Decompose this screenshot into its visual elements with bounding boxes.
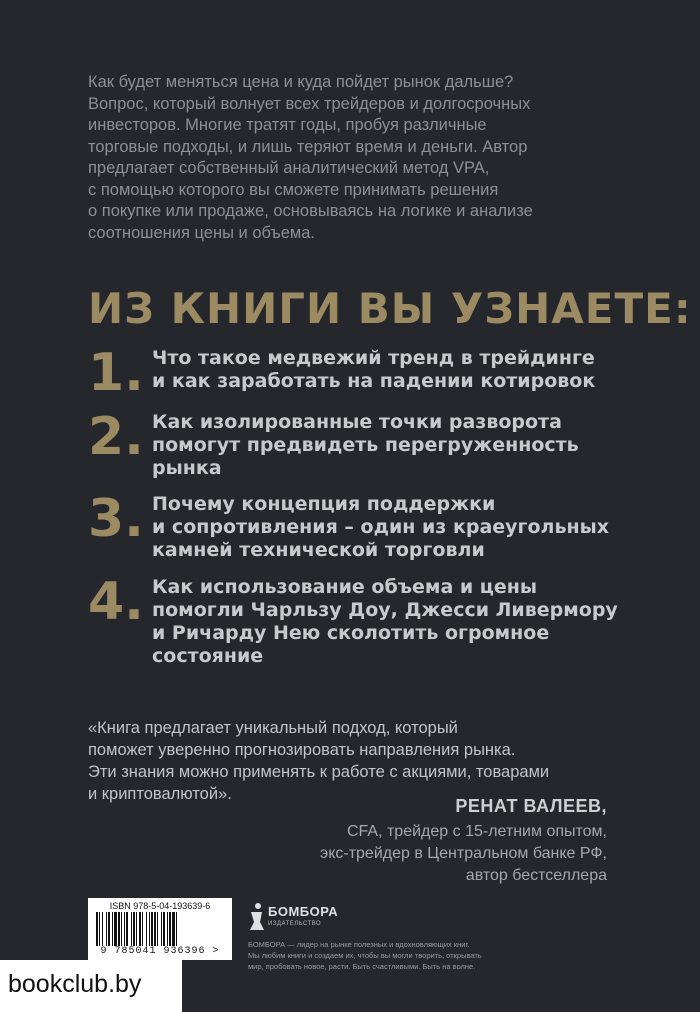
- publisher-description: [248, 939, 548, 972]
- learn-item-line: Как изолированные точки разворота: [152, 411, 562, 433]
- intro-line: предлагает собственный аналитический метод VPA,: [88, 159, 490, 177]
- learn-item-line: Почему концепция поддержки: [152, 493, 496, 515]
- learn-item-number: 4.: [88, 572, 144, 632]
- watermark-text: bookclub.by: [8, 970, 142, 998]
- intro-line: Вопрос, который волнует всех трейдеров и долгосрочных: [88, 94, 531, 113]
- intro-line: торговые подходы, и лишь теряют время и деньги. Автор: [88, 137, 528, 156]
- learn-item-line: камней технической торговли: [152, 539, 485, 561]
- publisher-subtitle: ИЗДАТЕЛЬСТВО: [268, 921, 322, 927]
- intro-paragraph: [88, 72, 588, 244]
- quote-author-info: [320, 821, 607, 887]
- intro-line: соотношения цены и объема.: [88, 223, 316, 242]
- learn-item-text: [152, 576, 652, 668]
- publisher-desc-line: БОМБОРА — лидер на рынке полезных и вдохновляющих книг.: [248, 940, 470, 949]
- learn-item-text: [152, 411, 652, 480]
- author-info-line: CFA, трейдер с 15-летним опытом,: [346, 823, 607, 840]
- intro-line: инвесторов. Многие тратят годы, пробуя различные: [88, 116, 487, 134]
- quote-author-name: РЕНАТ ВАЛЕЕВ,: [455, 796, 607, 816]
- learn-item-line: Как использование объема и цены: [152, 576, 538, 598]
- publisher-desc-line: Мы любим книги и создаем их, чтобы вы могли творить, открывать: [248, 951, 482, 960]
- author-info-line: автор бестселлера: [465, 867, 607, 884]
- author-info-line: экс-трейдер в Центральном банке РФ,: [320, 845, 607, 862]
- watermark: [0, 960, 182, 1012]
- learn-heading: ИЗ КНИГИ ВЫ УЗНАЕТЕ:: [88, 284, 692, 333]
- learn-item-number: 2.: [88, 407, 144, 467]
- publisher-name: БОМБОРА: [268, 904, 339, 919]
- isbn-label: ISBN 978-5-04-193639-6: [109, 901, 211, 911]
- learn-item-line: и как заработать на падении котировок: [152, 370, 596, 392]
- quote-line: «Книга предлагает уникальный подход, который: [88, 719, 458, 737]
- learn-item-text: [152, 493, 652, 562]
- learn-item-text: [152, 347, 652, 393]
- learn-item-line: и сопротивления – один из краеугольных: [152, 516, 610, 538]
- quote-line: поможет уверенно прогнозировать направления рынка.: [88, 741, 516, 759]
- intro-line: Как будет меняться цена и куда пойдет рынок дальше?: [88, 73, 514, 91]
- learn-item-line: помогут предвидеть перегруженность: [152, 434, 579, 456]
- isbn-barcode: [88, 898, 232, 960]
- quote-line: и криптовалютой».: [88, 785, 232, 803]
- review-quote: [88, 717, 628, 805]
- barcode-digits: 9 785041 936396 >: [100, 946, 220, 957]
- learn-item-number: 3.: [88, 489, 144, 549]
- intro-line: с помощью которого вы сможете принимать решения: [88, 180, 499, 199]
- learn-item-number: 1.: [88, 343, 144, 403]
- learn-item-line: помогли Чарльзу Доу, Джесси Ливермору: [152, 599, 618, 621]
- quote-line: Эти знания можно применять к работе с акциями, товарами: [88, 763, 550, 781]
- publisher-desc-line: мир, пробовать новое, расти. Быть счастливыми. Быть на волне.: [248, 962, 476, 971]
- learn-item-line: рынка: [152, 457, 222, 479]
- barcode-bars-icon: [94, 912, 226, 946]
- learn-item-line: и Ричарду Нею сколотить огромное: [152, 622, 550, 644]
- learn-item-line: Что такое медвежий тренд в трейдинге: [152, 347, 595, 369]
- intro-line: о покупке или продаже, основываясь на логике и анализе: [88, 202, 533, 220]
- learn-item-line: состояние: [152, 645, 264, 667]
- bombora-logo-icon: [248, 902, 266, 932]
